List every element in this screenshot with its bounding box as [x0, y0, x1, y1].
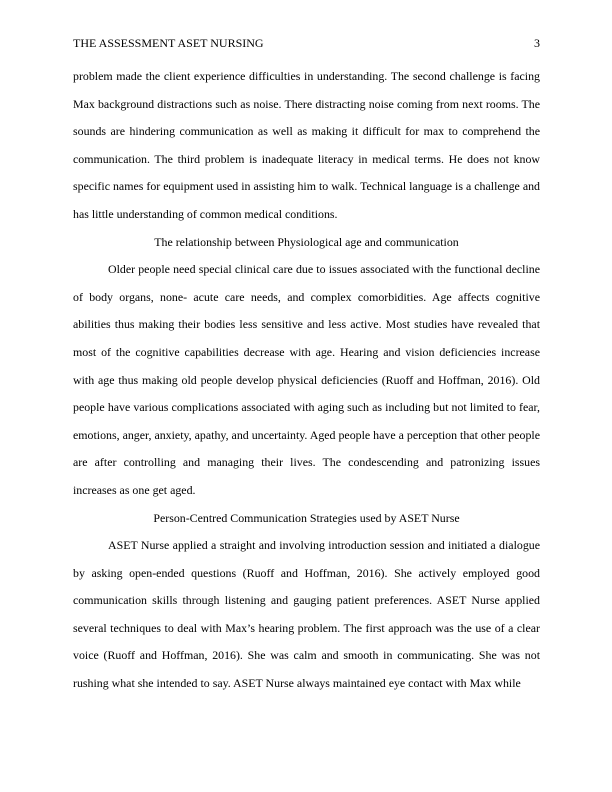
section-heading-communication-strategies: Person-Centred Communication Strategies used by ASET Nurse	[153, 510, 460, 525]
paragraph-continuation: problem made the client experience difficulties in understanding. The second challenge is facing Max background distractions such as noise. There distracting noise coming from next rooms. The sounds are hindering communication as well as making it difficult for max to comprehend the communication. The third problem is inadequate literacy in medical terms. He does not know specific names for equipment used in assisting him to walk. Technical language is a challenge and has little understanding of common medical conditions.	[73, 69, 540, 221]
paragraph-communication-strategies: ASET Nurse applied a straight and involving introduction session and initiated a dialogue by asking open-ended questions (Ruoff and Hoffman, 2016). She actively employed good communication skills through listening and gauging patient preferences. ASET Nurse applied several techniques to deal with Max’s hearing problem. The first approach was the use of a clear voice (Ruoff and Hoffman, 2016). She was calm and smooth in communicating. She was not rushing what she intended to say. ASET Nurse always maintained eye contact with Max while	[73, 538, 540, 691]
page-number: 3	[534, 36, 540, 50]
paragraph-physiological-age: Older people need special clinical care due to issues associated with the functional decline of body organs, none- acute care needs, and complex comorbidities. Age affects cognitive abilities thus making their bodies less sensitive and less active. Most studies have revealed that most of the cognitive capabilities decrease with age. Hearing and vision deficiencies increase with age thus making old people develop physical deficiencies (Ruoff and Hoffman, 2016). Old people have various complications associated with aging such as including but not limited to fear, emotions, anger, anxiety, apathy, and uncertainty. Aged people have a perception that other people are after controlling and managing their lives. The condescending and patronizing issues increases as one get aged.	[73, 262, 540, 497]
section-heading-physiological-age: The relationship between Physiological age and communication	[154, 234, 459, 249]
running-title: THE ASSESSMENT ASET NURSING	[73, 36, 264, 50]
document-body	[73, 63, 540, 698]
